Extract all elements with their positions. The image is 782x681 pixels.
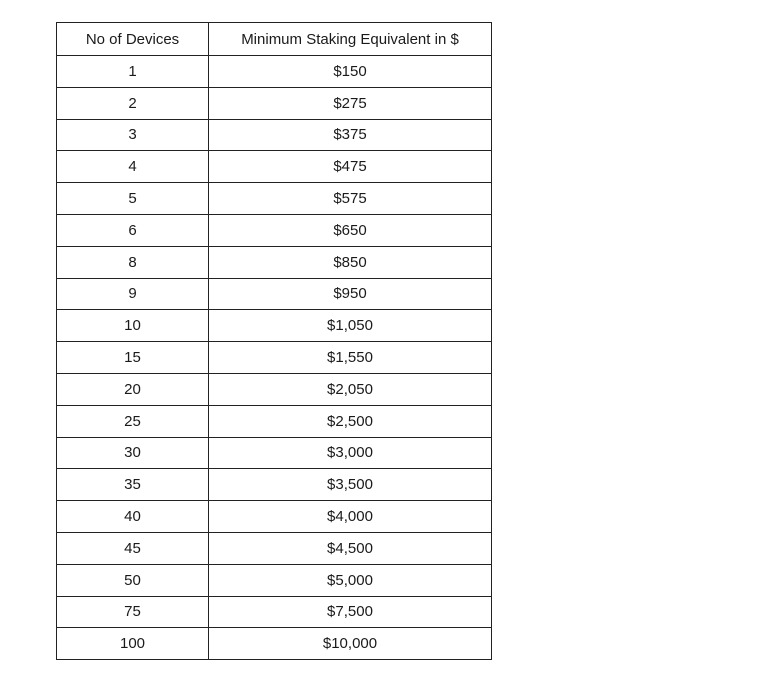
devices-cell: 15	[57, 342, 209, 374]
staking-amount-cell: $375	[209, 119, 492, 151]
devices-cell: 35	[57, 469, 209, 501]
table-row	[57, 437, 492, 469]
staking-amount-cell: $275	[209, 87, 492, 119]
table-row	[57, 405, 492, 437]
staking-table	[56, 22, 492, 660]
devices-cell: 20	[57, 373, 209, 405]
table-row	[57, 564, 492, 596]
staking-amount-cell: $575	[209, 183, 492, 215]
table-row	[57, 310, 492, 342]
devices-cell: 45	[57, 532, 209, 564]
staking-amount-cell: $475	[209, 151, 492, 183]
devices-cell: 8	[57, 246, 209, 278]
table-row	[57, 532, 492, 564]
staking-amount-cell: $3,000	[209, 437, 492, 469]
devices-cell: 75	[57, 596, 209, 628]
staking-amount-cell: $150	[209, 56, 492, 88]
table-row	[57, 183, 492, 215]
table-row	[57, 119, 492, 151]
staking-amount-cell: $5,000	[209, 564, 492, 596]
devices-cell: 25	[57, 405, 209, 437]
table-row	[57, 501, 492, 533]
devices-cell: 3	[57, 119, 209, 151]
staking-amount-cell: $2,050	[209, 373, 492, 405]
devices-cell: 30	[57, 437, 209, 469]
table-row	[57, 278, 492, 310]
table-row	[57, 628, 492, 660]
staking-amount-cell: $650	[209, 214, 492, 246]
table-row	[57, 246, 492, 278]
staking-amount-cell: $1,050	[209, 310, 492, 342]
devices-cell: 5	[57, 183, 209, 215]
devices-cell: 6	[57, 214, 209, 246]
table-row	[57, 373, 492, 405]
staking-amount-cell: $2,500	[209, 405, 492, 437]
devices-cell: 4	[57, 151, 209, 183]
staking-amount-cell: $4,500	[209, 532, 492, 564]
staking-amount-cell: $950	[209, 278, 492, 310]
table-header-row	[57, 23, 492, 56]
staking-amount-cell: $1,550	[209, 342, 492, 374]
devices-cell: 50	[57, 564, 209, 596]
table-body	[57, 56, 492, 660]
table-row	[57, 87, 492, 119]
table-row	[57, 151, 492, 183]
header-min-staking: Minimum Staking Equivalent in $	[209, 23, 492, 56]
devices-cell: 2	[57, 87, 209, 119]
devices-cell: 100	[57, 628, 209, 660]
staking-table-container	[56, 22, 492, 660]
staking-amount-cell: $7,500	[209, 596, 492, 628]
devices-cell: 40	[57, 501, 209, 533]
table-row	[57, 342, 492, 374]
table-row	[57, 596, 492, 628]
staking-amount-cell: $10,000	[209, 628, 492, 660]
table-row	[57, 469, 492, 501]
devices-cell: 1	[57, 56, 209, 88]
table-row	[57, 214, 492, 246]
devices-cell: 10	[57, 310, 209, 342]
table-row	[57, 56, 492, 88]
staking-amount-cell: $4,000	[209, 501, 492, 533]
staking-amount-cell: $3,500	[209, 469, 492, 501]
header-devices: No of Devices	[57, 23, 209, 56]
staking-amount-cell: $850	[209, 246, 492, 278]
devices-cell: 9	[57, 278, 209, 310]
